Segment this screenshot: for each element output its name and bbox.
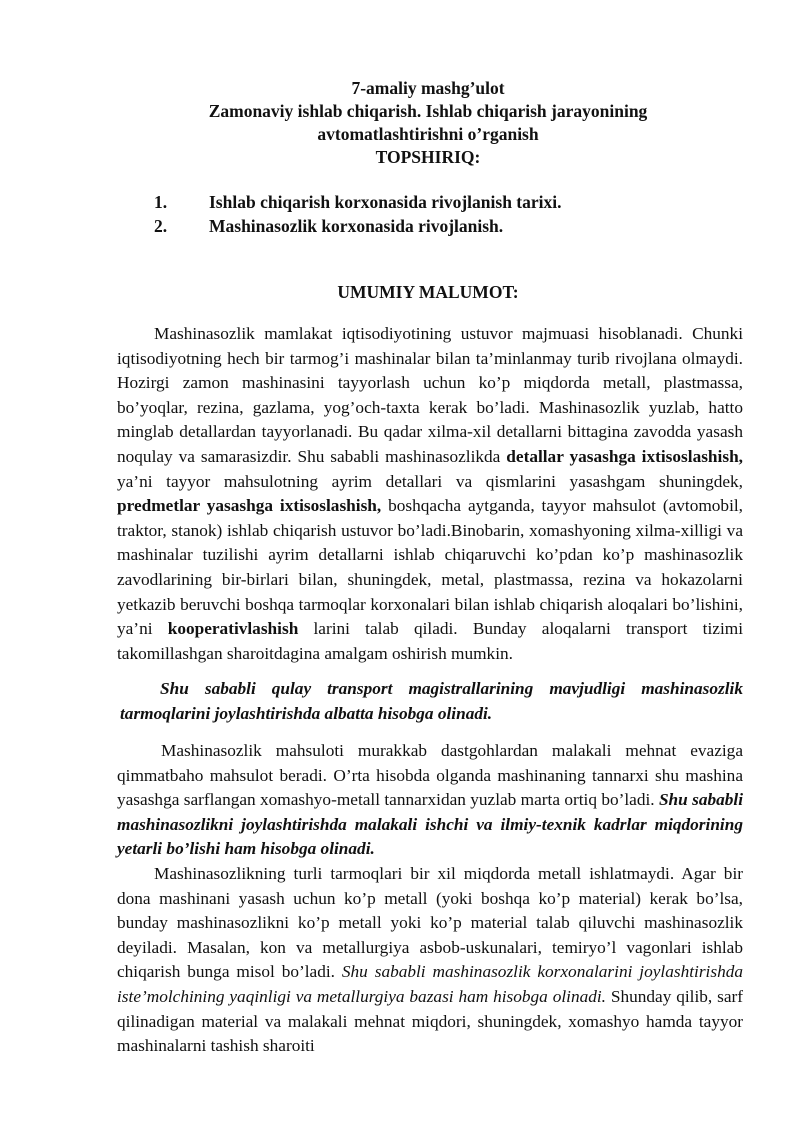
- practice-number: 7-amaliy mashg’ulot: [351, 78, 505, 98]
- page-title-continued: avtomatlashtirishni o’rganish: [317, 124, 539, 144]
- paragraph-1: [117, 322, 743, 666]
- assignment-heading: TOPSHIRIQ:: [375, 147, 481, 167]
- page-title: Zamonaviy ishlab chiqarish. Ishlab chiqarish jarayonining: [208, 101, 648, 121]
- task-list: [154, 190, 714, 238]
- section-heading: UMUMIY MALUMOT:: [337, 282, 519, 302]
- text-run: Shunday qilib, sarf qilinadigan material va malakali mehnat miqdori, shuningdek, xomashyo hamda tayyor mashinalarni tashish sharoiti: [117, 986, 744, 1056]
- text-run: ya’ni tayyor mahsulotning ayrim detallari va qismlarini yasashgam shuningdek,: [117, 471, 743, 491]
- list-item-text: Ishlab chiqarish korxonasida rivojlanish tarixi.: [209, 192, 562, 212]
- list-item-text: Mashinasozlik korxonasida rivojlanish.: [209, 216, 504, 236]
- bold-italic-run: Shu sababli mashinasozlikni joylashtirishda malakali ishchi va ilmiy-texnik kadrlar miqdorining yetarli bo’lishi ham hisobga olinadi.: [117, 790, 744, 859]
- bold-term: detallar yasashga ixtisoslashish,: [506, 446, 744, 466]
- paragraph-4: [117, 862, 743, 1059]
- list-item: [154, 190, 714, 214]
- text-run: larini talab qiladi. Bunday aloqalarni transport tizimi takomillashgan sharoitdagina amalgam oshirish mumkin.: [117, 619, 743, 663]
- italic-run: Shu sababli mashinasozlik korxonalarini joylashtirishda iste’molchining yaqinligi va metallurgiya bazasi ham hisobga olinadi.: [117, 962, 743, 1006]
- text-run: Mashinasozlikning turli tarmoqlari bir xil miqdorda metall ishlatmaydi. Agar bir dona mashinani yasash uchun ko’p metall (yoki boshqa ko’p material) kerak bo’lsa, bunday mashinasozlikni ko’p metall yoki ko’p material talab qiluvchi mashinasozlik deyiladi. Masalan, kon va metallurgiya asbob-uskunalari, temiryo’l vagonlari ishlab chiqarish bunga misol bo’ladi.: [117, 864, 743, 982]
- text-run: Mashinasozlik mamlakat iqtisodiyotining ustuvor majmuasi hisoblanadi. Chunki iqtisodiyotning hech bir tarmog’i mashinalar bilan ta’minlanmay turib rivojlana olmaydi. Hozirgi zamon mashinasini tayyorlash uchun ko’p miqdorda metall, plastmassa, bo’yoqlar, rezina, gazlama, yog’och-taxta kerak bo’ladi. Mashinasozlik yuzlab, hatto minglab detallardan tayyorlanadi. Bu qadar xilma-xil detallarni bittagina zavodda yasash noqulay va samarasizdir. Shu sababli mashinasozlikda: [117, 324, 743, 466]
- paragraph-3: [117, 739, 743, 862]
- list-item-number: 1.: [154, 192, 168, 212]
- paragraph-2: Shu sababli qulay transport magistrallarining mavjudligi mashinasozlik tarmoqlarini joylashtirishda albatta hisobga olinadi.: [120, 679, 743, 723]
- title-block: [0, 77, 800, 169]
- text-run: boshqacha aytganda, tayyor mahsulot (avtomobil, traktor, stanok) ishlab chiqarish ustuvor bo’ladi.Binobarin, xomashyoning xilma-xilligi va mashinalar tuzilishi ayrim detallarni ishlab chiqaruvchi ko’pdan ko’p mashinasozlik zavodlarining bir-birlari bilan, shuningdek, metal, plastmassa, rezina va hokazolarni yetkazib beruvchi boshqa tarmoqlar korxonalari bilan ishlab chiqarish aloqalari bo’lishini, ya’ni: [117, 496, 743, 639]
- list-item-number: 2.: [154, 216, 168, 236]
- text-run: Mashinasozlik mahsuloti murakkab dastgohlardan malakali mehnat evaziga qimmatbaho mahsulot beradi. O’rta hisobda olganda mashinaning tannarxi shu mashina yasashga sarflangan xomashyo-metall tannarxidan yuzlab marta ortiq bo’ladi.: [117, 741, 743, 810]
- bold-term: predmetlar yasashga ixtisoslashish,: [117, 496, 382, 516]
- list-item: [154, 214, 714, 238]
- bold-term: kooperativlashish: [167, 619, 299, 639]
